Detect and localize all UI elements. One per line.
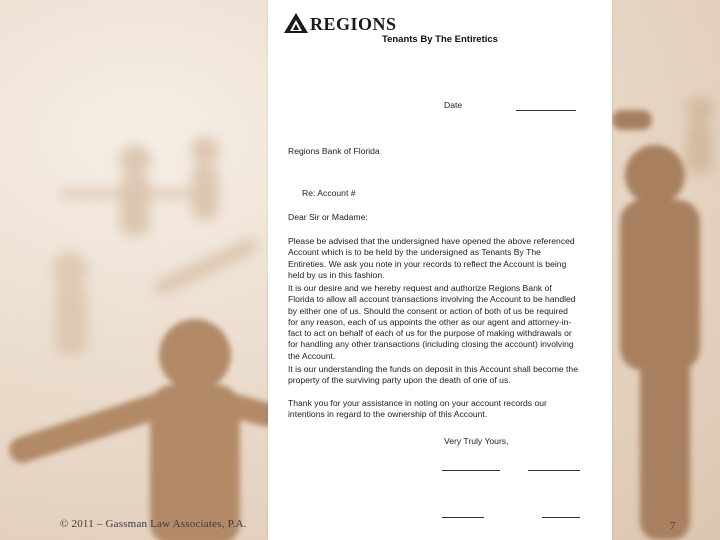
regions-logo bbox=[284, 12, 414, 34]
page-number: 7 bbox=[670, 520, 676, 532]
paragraph-1: Please be advised that the undersigned have opened the above referenced Account which is to be held by the undersigned as Tenants By The Entireties. We ask you note in your records to reflect the Account is being held by us in this fashion. bbox=[288, 236, 575, 280]
date-line bbox=[516, 110, 576, 111]
addressee: Regions Bank of Florida bbox=[288, 146, 380, 156]
date-label: Date bbox=[444, 100, 463, 110]
logo-wordmark: REGIONS bbox=[310, 14, 397, 34]
regions-triangle-icon bbox=[284, 13, 308, 33]
signature-line-2 bbox=[528, 470, 580, 471]
signature-line-4 bbox=[542, 517, 580, 518]
paragraph-2: It is our desire and we hereby request and authorize Regions Bank of Florida to allow all account transactions involving the Account to be handled by either one of us. Should the consent or action of both of us be required for any reason, each of us appoints the other as our agent and attorney-in-fact to act on behalf of each of us for the purpose of making withdrawals or for handling any other transactions (including closing the account) involving the Account. bbox=[288, 283, 576, 361]
paragraph-4: Thank you for your assistance in noting on your account records our intentions in regard to the ownership of this Account. bbox=[288, 398, 547, 420]
signature-line-1 bbox=[442, 470, 500, 471]
closing: Very Truly Yours, bbox=[444, 436, 509, 446]
salutation: Dear Sir or Madame: bbox=[288, 212, 368, 222]
footer-copyright: © 2011 – Gassman Law Associates, P.A. bbox=[60, 518, 247, 530]
letter-heading: Tenants By The Entiretics bbox=[382, 34, 498, 45]
scanned-letter bbox=[268, 0, 612, 540]
signature-line-3 bbox=[442, 517, 484, 518]
paragraph-3: It is our understanding the funds on deposit in this Account shall become the property of the surviving party upon the death of one of us. bbox=[288, 364, 578, 386]
account-reference: Re: Account # bbox=[302, 188, 356, 198]
